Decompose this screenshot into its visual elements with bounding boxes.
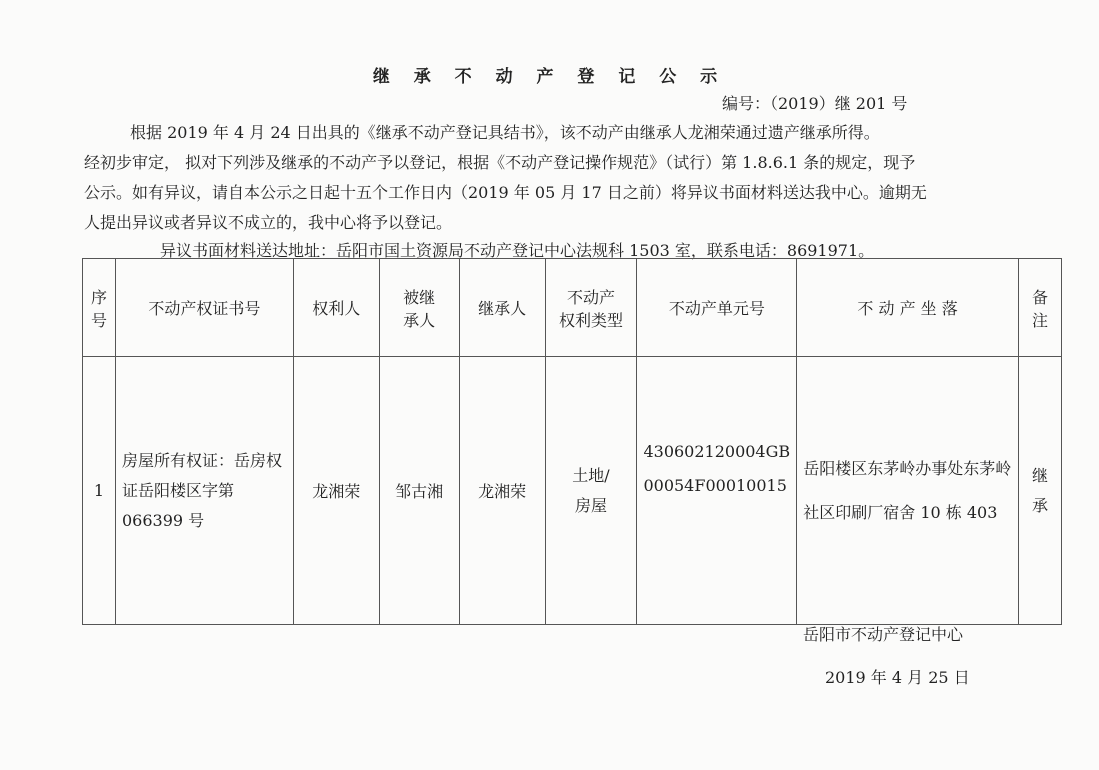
issuing-organization: 岳阳市不动产登记中心	[803, 625, 964, 644]
table-row	[83, 357, 1062, 625]
registration-table	[82, 258, 1062, 625]
header-right-type: 不动产 权利类型	[545, 259, 637, 357]
paragraph-4: 人提出异议或者异议不成立的，我中心将予以登记。	[84, 213, 453, 232]
table-header-row	[83, 259, 1062, 357]
objection-address: 异议书面材料送达地址：岳阳市国土资源局不动产登记中心法规科 1503 室，联系电话：8691971。	[160, 241, 875, 260]
header-remark: 备 注	[1018, 259, 1061, 357]
header-cert-no: 不动产权证书号	[115, 259, 293, 357]
header-unit-no: 不动产单元号	[637, 259, 797, 357]
cell-location: 岳阳楼区东茅岭办事处东茅岭社区印刷厂宿舍 10 栋 403	[797, 357, 1019, 625]
paragraph-3: 公示。如有异议，请自本公示之日起十五个工作日内（2019 年 05 月 17 日之前）将异议书面材料送达我中心。逾期无	[84, 183, 927, 202]
header-heir: 继承人	[459, 259, 545, 357]
paragraph-2: 经初步审定， 拟对下列涉及继承的不动产予以登记，根据《不动产登记操作规范》（试行）第 1.8.6.1 条的规定，现予	[84, 153, 916, 172]
issue-date: 2019 年 4 月 25 日	[825, 668, 970, 687]
paragraph-1: 根据 2019 年 4 月 24 日出具的《继承不动产登记具结书》，该不动产由继承人龙湘荣通过遗产继承所得。	[130, 123, 880, 142]
header-seq: 序 号	[83, 259, 116, 357]
cell-cert-no: 房屋所有权证：岳房权证岳阳楼区字第 066399 号	[115, 357, 293, 625]
cell-remark: 继 承	[1018, 357, 1061, 625]
header-owner: 权利人	[293, 259, 379, 357]
cell-unit-no: 430602120004GB00054F00010015	[637, 357, 797, 625]
document-number: 编号：（2019）继 201 号	[722, 94, 908, 113]
cell-right-type: 土地/ 房屋	[545, 357, 637, 625]
page-title: 继 承 不 动 产 登 记 公 示	[372, 67, 727, 87]
cell-decedent: 邹古湘	[379, 357, 459, 625]
header-location: 不 动 产 坐 落	[797, 259, 1019, 357]
cell-heir: 龙湘荣	[459, 357, 545, 625]
header-decedent: 被继 承人	[379, 259, 459, 357]
cell-owner: 龙湘荣	[293, 357, 379, 625]
cell-seq: 1	[83, 357, 116, 625]
